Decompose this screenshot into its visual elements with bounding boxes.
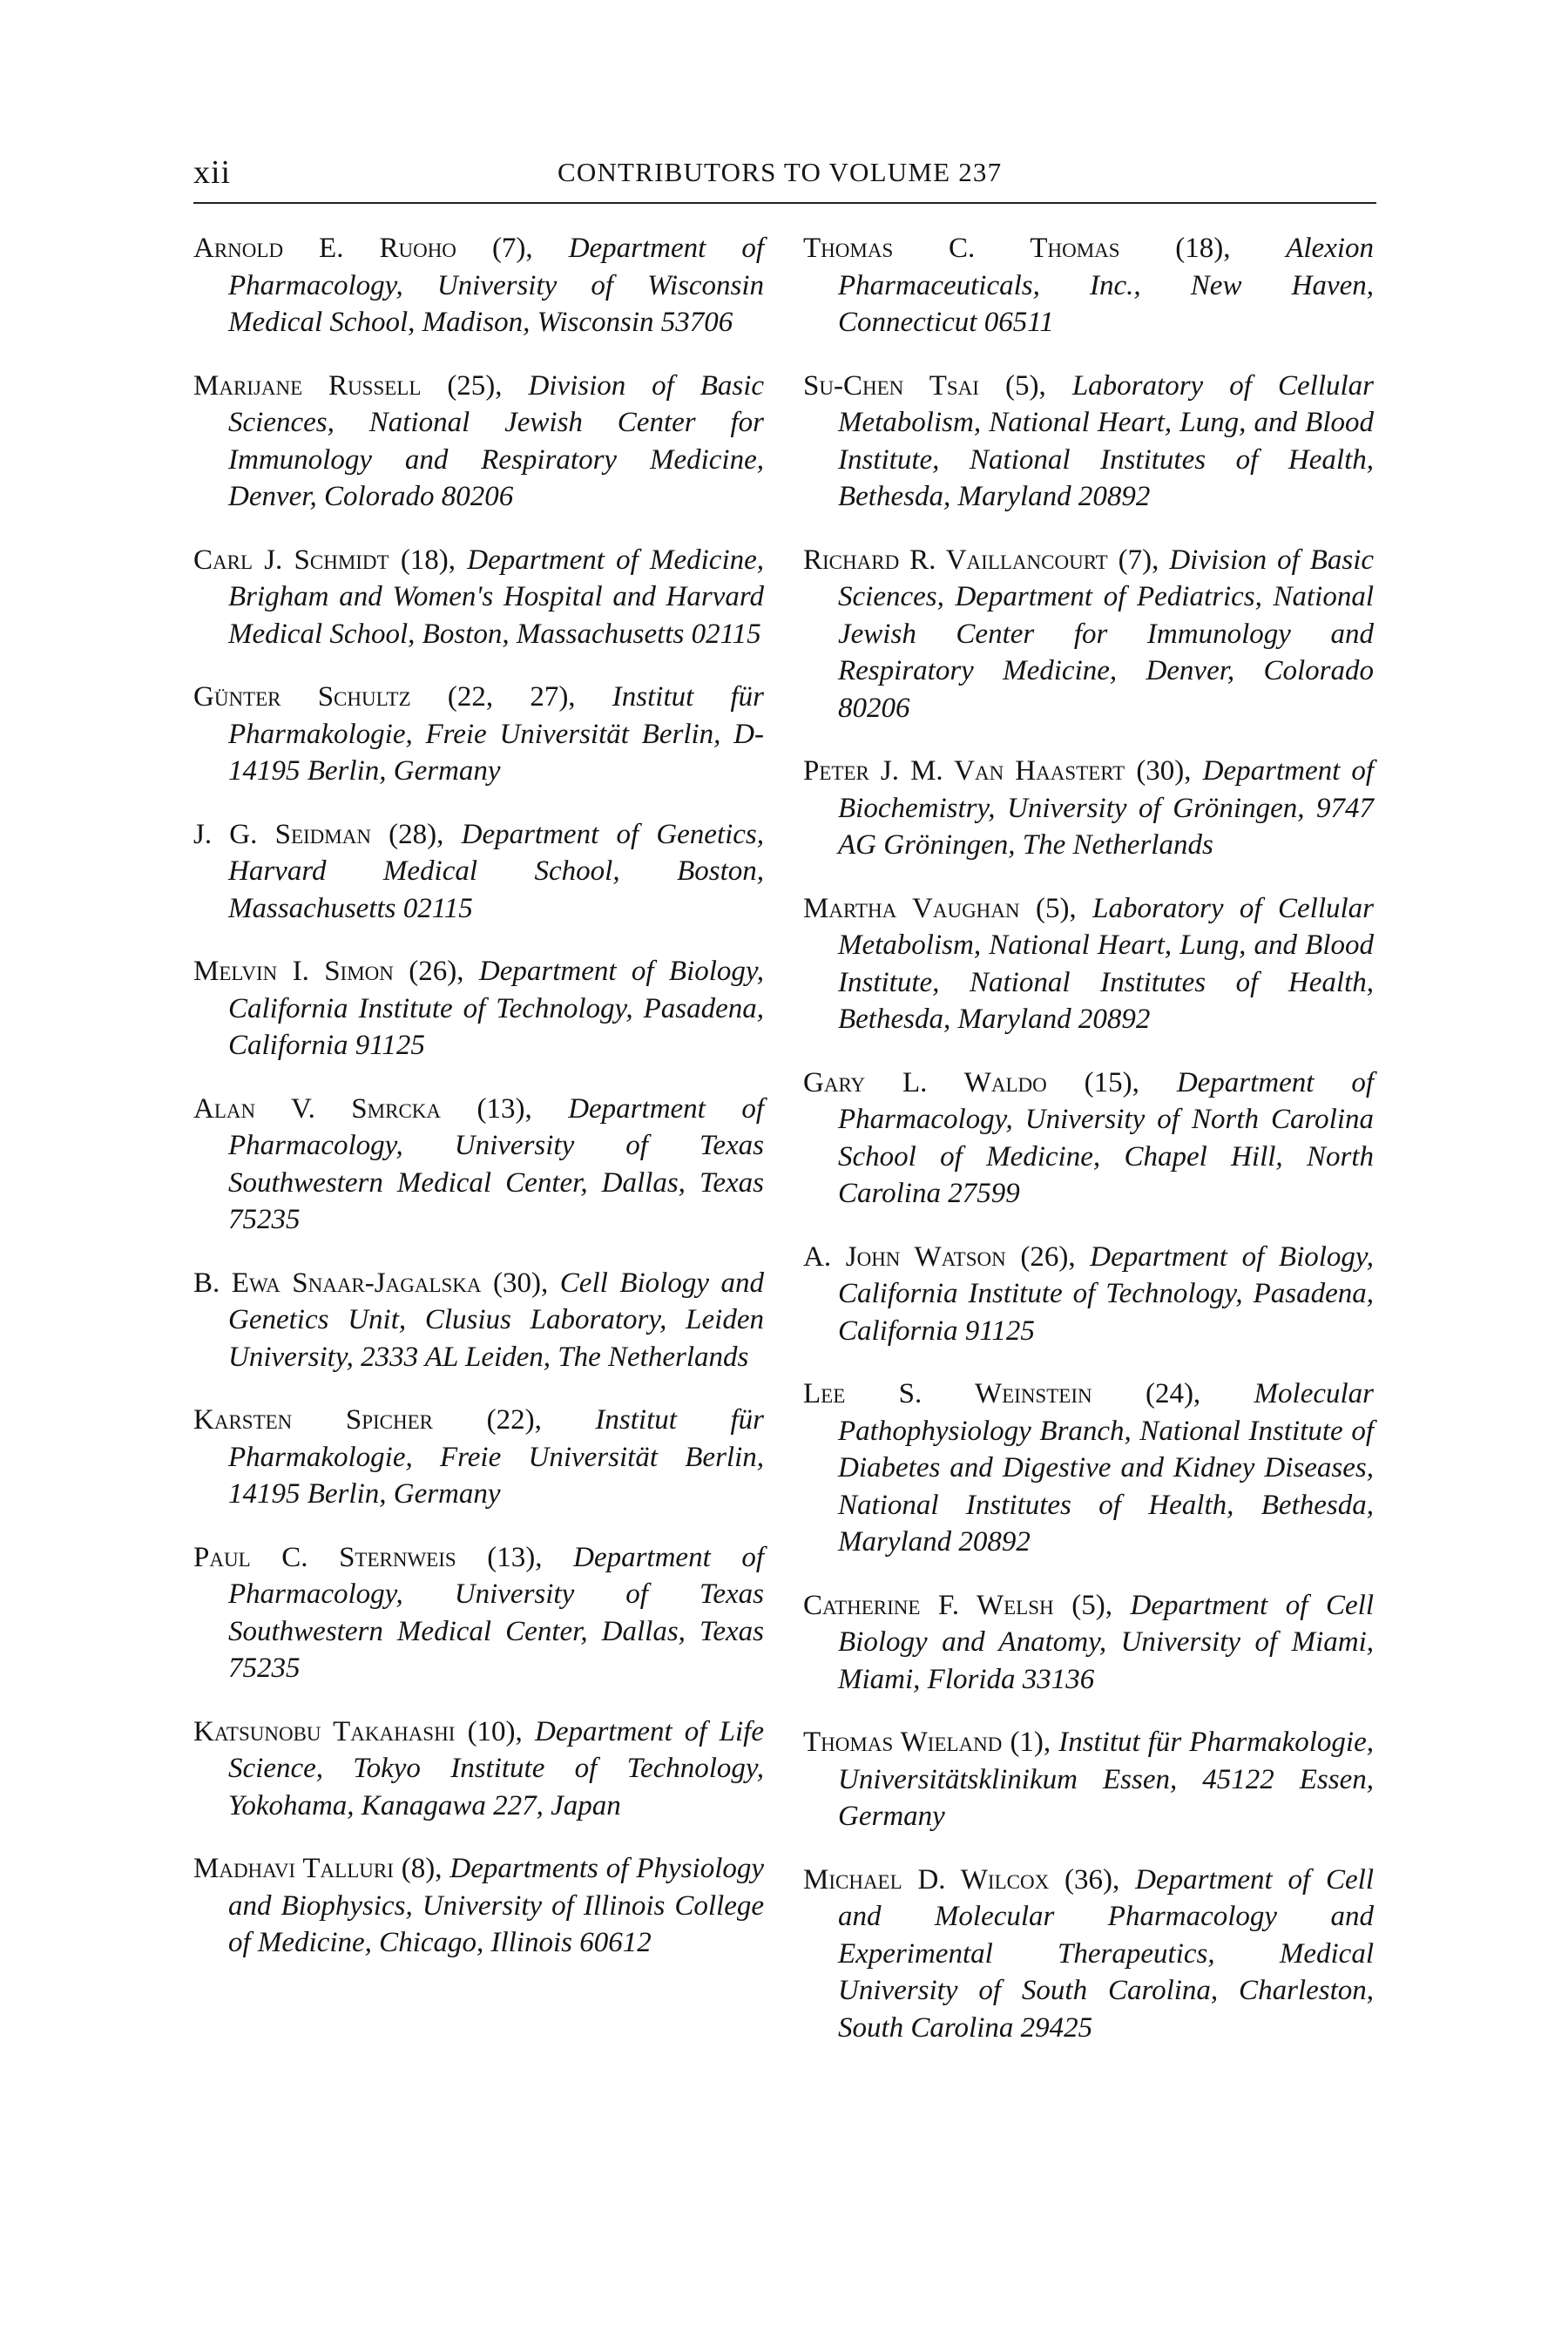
contributor-entry [193,368,764,516]
contributor-name: Thomas Wieland [803,1727,1003,1758]
page-number: xii [193,154,232,191]
affiliation: Department of Cell and Molecular Pharmacology and Experimental Therapeutics, Medical University of South Carolina, Charleston, South Carolina 29425 [838,1863,1375,2044]
contributor-entry [803,753,1374,864]
contributor-name: Marijane Russell [193,369,422,402]
contributor-name: Michael D. Wilcox [803,1863,1050,1896]
contributor-entry [803,1239,1374,1350]
contributor-entry [193,1091,764,1239]
affiliation: Department of Biochemistry, University of Gröningen, 9747 AG Gröningen, The Netherlands [838,755,1375,861]
contributor-name: Karsten Spicher [193,1404,434,1436]
contributor-name: Arnold E. Ruoho [193,233,456,264]
contributor-entry [803,1587,1374,1699]
contributor-entry [803,1375,1374,1561]
affiliation: Division of Basic Sciences, Department of Pediatrics, National Jewish Center for Immunology and Respiratory Medicine, Denver, Colorado 80206 [838,544,1375,724]
chapter-number: (5), [1035,892,1077,924]
contributor-name: J. G. Seidman [193,818,371,850]
affiliation: Department of Pharmacology, University of Wisconsin Medical School, Madison, Wisconsin 53706 [228,233,764,338]
affiliation: Institut für Pharmakologie, Universitätsklinikum Essen, 45122 Essen, Germany [838,1727,1374,1832]
chapter-number: (7), [491,233,533,264]
contributor-name: Madhavi Talluri [193,1853,394,1884]
contributor-name: Su-Chen Tsai [803,369,979,402]
affiliation: Department of Biology, California Institute of Technology, Pasadena, California 91125 [228,956,764,1061]
contributor-name: Alan V. Smrcka [193,1092,441,1125]
chapter-number: (1), [1010,1727,1051,1758]
contributor-entry [803,542,1374,727]
affiliation: Department of Pharmacology, University of North Carolina School of Medicine, Chapel Hill, North Carolina 27599 [838,1066,1375,1209]
contributor-entry [193,230,764,341]
contributor-entry [193,542,764,653]
affiliation: Alexion Pharmaceuticals, Inc., New Haven, Connecticut 06511 [838,233,1375,338]
contributor-entry [803,1064,1374,1213]
contributor-name: Melvin I. Simon [193,956,394,987]
affiliation: Department of Life Science, Tokyo Institute of Technology, Yokohama, Kanagawa 227, Japan [228,1715,764,1821]
chapter-number: (8), [401,1853,443,1884]
contributor-name: Paul C. Sternweis [193,1541,456,1573]
chapter-number: (13), [476,1092,532,1125]
chapter-number: (5), [1005,369,1046,402]
contributor-entry [803,1724,1374,1835]
contributor-entry [193,1713,764,1825]
contributor-name: Martha Vaughan [803,892,1020,924]
chapter-number: (15), [1084,1066,1139,1098]
chapter-number: (25), [447,369,503,402]
affiliation: Laboratory of Cellular Metabolism, National Heart, Lung, and Blood Institute, National Institutes of Health, Bethesda, Maryland 20892 [838,369,1375,512]
chapter-number: (30), [1136,755,1192,787]
affiliation: Department of Pharmacology, University of Texas Southwestern Medical Center, Dallas, Texas 75235 [228,1092,764,1235]
contributor-entry [803,368,1374,516]
contributor-entry [803,890,1374,1038]
affiliation: Laboratory of Cellular Metabolism, National Heart, Lung, and Blood Institute, National Institutes of Health, Bethesda, Maryland 20892 [838,892,1375,1035]
contributor-entry [193,679,764,790]
affiliation: Department of Medicine, Brigham and Women's Hospital and Harvard Medical School, Boston, Massachusetts 02115 [228,544,765,650]
contributor-name: Günter Schultz [193,681,411,713]
chapter-number: (7), [1118,544,1159,576]
affiliation: Institut für Pharmakologie, Freie Universität Berlin, 14195 Berlin, Germany [228,1404,764,1510]
contributor-name: Catherine F. Welsh [803,1589,1054,1621]
contributor-name: A. John Watson [803,1240,1006,1273]
contributor-name: Gary L. Waldo [803,1066,1047,1098]
affiliation: Cell Biology and Genetics Unit, Clusius Laboratory, Leiden University, 2333 AL Leiden, The Netherlands [228,1267,764,1373]
contributor-entry [193,816,764,928]
chapter-number: (28), [389,818,444,850]
contributor-entry [193,1539,764,1687]
contributor-name: Peter J. M. Van Haastert [803,755,1125,787]
chapter-number: (5), [1071,1589,1112,1621]
contributor-entry [803,230,1374,341]
right-column [803,230,1374,2072]
affiliation: Department of Biology, California Institute of Technology, Pasadena, California 91125 [838,1240,1374,1347]
contributor-entry [193,1402,764,1513]
affiliation: Departments of Physiology and Biophysics, University of Illinois College of Medicine, Chicago, Illinois 60612 [228,1853,765,1958]
affiliation: Division of Basic Sciences, National Jewish Center for Immunology and Respiratory Medicine, Denver, Colorado 80206 [228,369,765,512]
contributor-name: Thomas C. Thomas [803,233,1120,264]
page-header [193,155,1376,190]
chapter-number: (10), [467,1715,523,1747]
contributor-name: Richard R. Vaillancourt [803,544,1108,576]
chapter-number: (13), [487,1541,543,1573]
chapter-number: (22, 27), [447,681,576,713]
contributor-entry [193,953,764,1064]
affiliation: Molecular Pathophysiology Branch, National Institute of Diabetes and Digestive and Kidney Diseases, National Institutes of Health, Bethesda, Maryland 20892 [838,1378,1375,1558]
affiliation: Department of Genetics, Harvard Medical School, Boston, Massachusetts 02115 [228,818,765,924]
chapter-number: (18), [400,544,456,576]
chapter-number: (26), [1020,1240,1076,1273]
chapter-number: (26), [409,956,464,987]
contributor-name: Carl J. Schmidt [193,544,389,576]
chapter-number: (18), [1175,233,1231,264]
contributor-name: Katsunobu Takahashi [193,1715,456,1747]
contributor-name: B. Ewa Snaar-Jagalska [193,1267,482,1299]
left-column [193,230,764,1988]
chapter-number: (36), [1064,1863,1120,1896]
chapter-number: (30), [493,1267,549,1299]
contributor-name: Lee S. Weinstein [803,1378,1092,1409]
contributor-entry [803,1862,1374,2047]
affiliation: Institut für Pharmakologie, Freie Universität Berlin, D-14195 Berlin, Germany [228,681,765,787]
affiliation: Department of Pharmacology, University of Texas Southwestern Medical Center, Dallas, Texas 75235 [228,1541,765,1684]
chapter-number: (22), [486,1404,542,1436]
running-head: CONTRIBUTORS TO VOLUME 237 [558,157,1003,187]
contributor-entry [193,1850,764,1962]
contributor-entry [193,1265,764,1376]
affiliation: Department of Cell Biology and Anatomy, University of Miami, Miami, Florida 33136 [838,1589,1375,1695]
header-rule [193,202,1376,204]
chapter-number: (24), [1145,1378,1201,1409]
